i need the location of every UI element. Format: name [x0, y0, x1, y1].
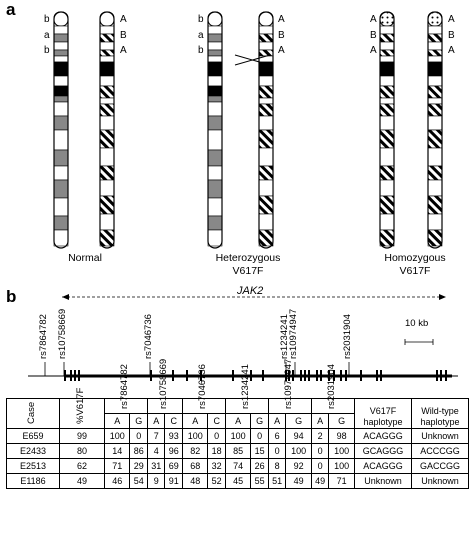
wt-haplotype-cell: Unknown — [412, 474, 469, 489]
arm-label: b — [44, 45, 50, 56]
chromosome-het-2 — [259, 12, 273, 248]
arm-label: B — [370, 30, 377, 41]
exon — [70, 370, 72, 381]
panel-a-label: a — [6, 0, 16, 19]
allele-value-cell: 7 — [147, 429, 165, 444]
allele-value-cell: 0 — [130, 429, 148, 444]
allele-value-cell: 48 — [182, 474, 207, 489]
allele-value-cell: 0 — [251, 429, 269, 444]
allele-value-cell: 0 — [208, 429, 226, 444]
exon — [186, 370, 188, 381]
case-cell: E659 — [7, 429, 60, 444]
caption-heterozygous — [208, 252, 288, 278]
exon — [316, 370, 318, 381]
chromosome-normal-2 — [100, 12, 114, 248]
allele-value-cell: 14 — [105, 444, 130, 459]
allele-value-cell: 31 — [147, 459, 165, 474]
allele-value-cell: 100 — [286, 444, 311, 459]
snp-header: rs1234241 — [225, 399, 268, 414]
haplotype-cell: ACAGGG — [355, 429, 412, 444]
allele-value-cell: 96 — [165, 444, 183, 459]
chromosome-hom-2 — [428, 12, 442, 248]
allele-value-cell: 0 — [268, 444, 286, 459]
case-cell: E2433 — [7, 444, 60, 459]
haplotype-cell: GCAGGG — [355, 444, 412, 459]
caption-homozygous — [375, 252, 455, 278]
arm-label: a — [44, 30, 50, 41]
case-cell: E1186 — [7, 474, 60, 489]
snp-header: rs7864782 — [105, 399, 148, 414]
caption-line: Normal — [68, 252, 102, 264]
chromosome-normal-1 — [54, 12, 68, 248]
exon — [440, 370, 442, 381]
arm-label: b — [44, 14, 50, 25]
allele-value-cell: 71 — [105, 459, 130, 474]
table-row — [7, 474, 469, 489]
exon — [340, 370, 342, 381]
case-header: Case — [7, 399, 60, 429]
allele-value-cell: 68 — [182, 459, 207, 474]
allele-value-cell: 93 — [165, 429, 183, 444]
allele-value-cell: 52 — [208, 474, 226, 489]
pct-cell: 99 — [60, 429, 105, 444]
pct-cell: 49 — [60, 474, 105, 489]
arm-label: A — [370, 45, 377, 56]
allele-value-cell: 26 — [251, 459, 269, 474]
arm-label: B — [448, 30, 455, 41]
allele-value-cell: 55 — [251, 474, 269, 489]
snp-header: rs10758669 — [147, 399, 182, 414]
snp-label: rs7864782 — [38, 314, 49, 359]
allele-value-cell: 100 — [329, 459, 355, 474]
exon — [232, 370, 234, 381]
arm-label: A — [120, 14, 127, 25]
allele-value-cell: 49 — [311, 474, 329, 489]
exon — [308, 370, 310, 381]
haplotype-cell: Unknown — [355, 474, 412, 489]
allele-value-cell: 15 — [251, 444, 269, 459]
table-row — [7, 444, 469, 459]
allele-value-cell: 29 — [130, 459, 148, 474]
exon — [74, 370, 76, 381]
table-row — [7, 429, 469, 444]
pct-header: %V617F — [60, 399, 105, 429]
exon — [304, 370, 306, 381]
arm-label: a — [198, 30, 204, 41]
exon — [300, 370, 302, 381]
scale-bar — [405, 339, 433, 345]
allele-value-cell: 98 — [329, 429, 355, 444]
allele-value-cell: 85 — [225, 444, 250, 459]
allele-value-cell: 45 — [225, 474, 250, 489]
exon — [78, 370, 80, 381]
snp-header: rs10974947 — [268, 399, 311, 414]
allele-value-cell: 54 — [130, 474, 148, 489]
allele-value-cell: 6 — [268, 429, 286, 444]
allele-cell: A — [225, 414, 250, 429]
allele-value-cell: 18 — [208, 444, 226, 459]
arm-label: b — [198, 45, 204, 56]
allele-cell: C — [165, 414, 183, 429]
scale-label: 10 kb — [405, 318, 429, 329]
exon — [436, 370, 438, 381]
wt-haplotype-cell: GACCGG — [412, 459, 469, 474]
exon — [380, 370, 382, 381]
allele-cell: A — [105, 414, 130, 429]
table-row — [7, 459, 469, 474]
arm-label: B — [278, 30, 285, 41]
snp-label: rs7046736 — [143, 314, 154, 359]
arrow-left-icon — [62, 294, 69, 300]
allele-value-cell: 32 — [208, 459, 226, 474]
allele-cell: A — [268, 414, 286, 429]
caption-line: V617F — [232, 265, 264, 277]
arm-label: B — [120, 30, 127, 41]
allele-cell: A — [182, 414, 207, 429]
panel-b-label: b — [6, 287, 17, 306]
caption-line: V617F — [399, 265, 431, 277]
case-cell: E2513 — [7, 459, 60, 474]
allele-value-cell: 51 — [268, 474, 286, 489]
arm-label: A — [448, 45, 455, 56]
allele-value-cell: 100 — [105, 429, 130, 444]
allele-value-cell: 91 — [165, 474, 183, 489]
wt-haplotype-cell: Unknown — [412, 429, 469, 444]
snp-header: rs2031904 — [311, 399, 354, 414]
arm-label: A — [278, 14, 285, 25]
snp-label: rs10758669 — [57, 308, 68, 359]
arm-label: A — [448, 14, 455, 25]
chromosome-hom-1 — [380, 12, 394, 248]
pct-cell: 80 — [60, 444, 105, 459]
wt-haplotype-header: Wild-type haplotype — [412, 399, 469, 429]
exon — [172, 370, 174, 381]
arm-label: A — [120, 45, 127, 56]
allele-value-cell: 86 — [130, 444, 148, 459]
exon — [262, 370, 264, 381]
snp-label: rs10974947 — [288, 308, 299, 359]
allele-value-cell: 94 — [286, 429, 311, 444]
gene-name: JAK2 — [237, 285, 264, 297]
allele-cell: A — [147, 414, 165, 429]
exon — [376, 370, 378, 381]
allele-cell: G — [329, 414, 355, 429]
allele-value-cell: 82 — [182, 444, 207, 459]
caption-line: Homozygous — [384, 252, 446, 264]
snp-label: rs2031904 — [342, 314, 353, 359]
allele-cell: A — [311, 414, 329, 429]
arm-label: A — [278, 45, 285, 56]
haplotype-header: V617F haplotype — [355, 399, 412, 429]
exon — [445, 370, 447, 381]
allele-value-cell: 0 — [311, 459, 329, 474]
allele-cell: G — [251, 414, 269, 429]
allele-value-cell: 2 — [311, 429, 329, 444]
allele-cell: G — [130, 414, 148, 429]
allele-value-cell: 71 — [329, 474, 355, 489]
allele-value-cell: 9 — [147, 474, 165, 489]
caption-line: Heterozygous — [215, 252, 281, 264]
allele-value-cell: 92 — [286, 459, 311, 474]
gene-map — [0, 280, 474, 395]
allele-value-cell: 100 — [225, 429, 250, 444]
allele-value-cell: 46 — [105, 474, 130, 489]
haplotype-cell: ACAGGG — [355, 459, 412, 474]
allele-value-cell: 100 — [182, 429, 207, 444]
allele-cell: C — [208, 414, 226, 429]
snp-header: rs7046736 — [182, 399, 225, 414]
allele-value-cell: 0 — [311, 444, 329, 459]
table-header-row — [7, 399, 469, 414]
allele-value-cell: 49 — [286, 474, 311, 489]
arm-label: A — [370, 14, 377, 25]
allele-value-cell: 8 — [268, 459, 286, 474]
arm-label: b — [198, 14, 204, 25]
allele-cell: G — [286, 414, 311, 429]
arrow-right-icon — [439, 294, 446, 300]
snp-label: rs1234241 — [279, 314, 290, 359]
chromosome-het-1 — [208, 12, 222, 248]
exon — [345, 370, 347, 381]
exon — [320, 370, 322, 381]
pct-cell: 62 — [60, 459, 105, 474]
allele-value-cell: 4 — [147, 444, 165, 459]
allele-value-cell: 100 — [329, 444, 355, 459]
exon — [360, 370, 362, 381]
caption-normal — [60, 252, 110, 265]
genotype-table — [6, 358, 469, 489]
allele-value-cell: 69 — [165, 459, 183, 474]
allele-value-cell: 74 — [225, 459, 250, 474]
wt-haplotype-cell: ACCCGG — [412, 444, 469, 459]
